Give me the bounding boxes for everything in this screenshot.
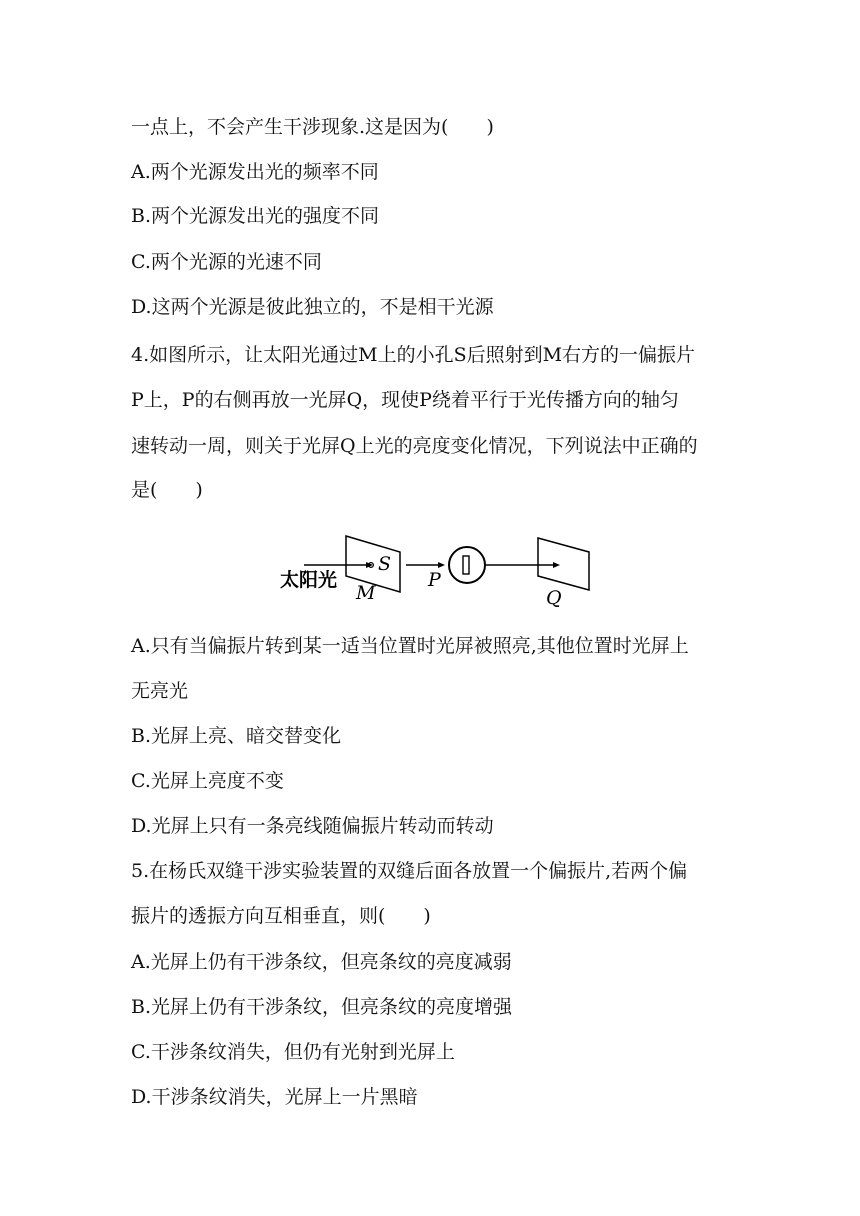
label-s: S	[378, 553, 392, 575]
question-4-line-4: 是( )	[131, 479, 203, 501]
option-d-q5: D.干涉条纹消失，光屏上一片黑暗	[131, 1086, 418, 1108]
label-m: M	[356, 582, 376, 604]
question-5-line-1: 5.在杨氏双缝干涉实验装置的双缝后面各放置一个偏振片,若两个偏	[131, 860, 688, 882]
question-4-line-3: 速转动一周，则关于光屏Q上光的亮度变化情况，下列说法中正确的	[131, 435, 698, 457]
option-a-q3: A.两个光源发出光的频率不同	[131, 161, 379, 183]
option-a-q4-line-2: 无亮光	[131, 680, 189, 702]
option-c-q4: C.光屏上亮度不变	[131, 770, 284, 792]
option-b-q5: B.光屏上仍有干涉条纹，但亮条纹的亮度增强	[131, 996, 513, 1018]
option-d-q4: D.光屏上只有一条亮线随偏振片转动而转动	[131, 815, 494, 837]
option-b-q4: B.光屏上亮、暗交替变化	[131, 725, 342, 747]
question-4-line-1: 4.如图所示，让太阳光通过M上的小孔S后照射到M右方的一偏振片	[131, 344, 696, 366]
question-5-line-2: 振片的透振方向互相垂直，则( )	[131, 905, 431, 927]
option-b-q3: B.两个光源发出光的强度不同	[131, 205, 380, 227]
option-c-q3: C.两个光源的光速不同	[131, 251, 322, 273]
option-a-q5: A.光屏上仍有干涉条纹，但亮条纹的亮度减弱	[131, 951, 512, 973]
label-p: P	[428, 569, 441, 591]
text-line-1: 一点上，不会产生干涉现象.这是因为( )	[131, 116, 494, 138]
option-a-q4-line-1: A.只有当偏振片转到某一适当位置时光屏被照亮,其他位置时光屏上	[131, 635, 689, 657]
label-q: Q	[546, 587, 562, 609]
polarizer-diagram	[278, 532, 598, 612]
question-4-line-2: P上，P的右侧再放一光屏Q，现使P绕着平行于光传播方向的轴匀	[131, 389, 679, 411]
sunlight-label: 太阳光	[280, 569, 338, 591]
option-d-q3: D.这两个光源是彼此独立的，不是相干光源	[131, 296, 494, 318]
option-c-q5: C.干涉条纹消失，但仍有光射到光屏上	[131, 1041, 455, 1063]
